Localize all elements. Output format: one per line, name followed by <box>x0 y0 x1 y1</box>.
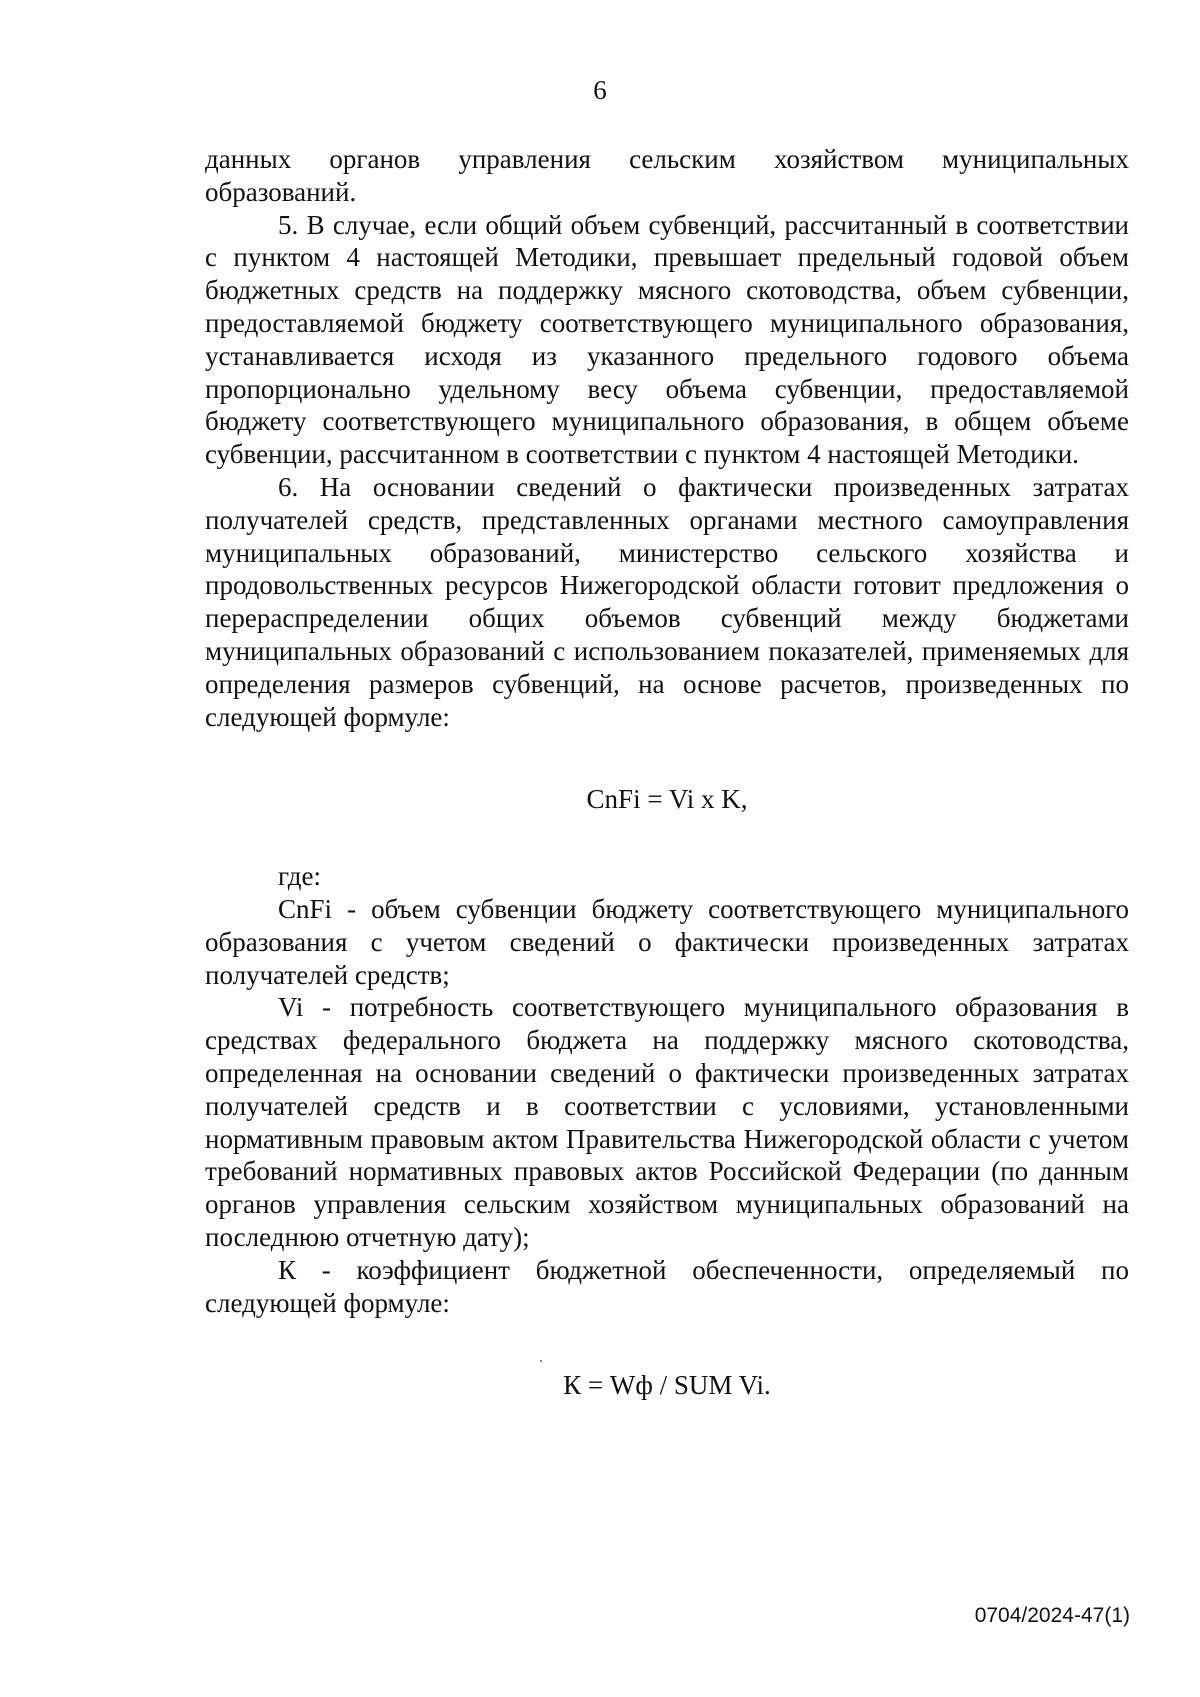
definition-cnfi: CnFi - объем субвенции бюджету соответствующего муниципального образования с учетом сведений о фактически произведенных затратах получателей средств; <box>205 893 1129 990</box>
scan-speck <box>540 1360 542 1362</box>
where-label: где: <box>278 861 321 892</box>
paragraph-item-5: 5. В случае, если общий объем субвенций, рассчитанный в соответствии с пунктом 4 настоящей Методики, превышает предельный годовой объем бюджетных средств на поддержку мясного скотоводства, объем субвенции, предоставляемой бюджету соответствующего муниципального образования, устанавливается исходя из указанного предельного годового объема пропорционально удельному весу объема субвенции, предоставляемой бюджету соответствующего муниципального образования, в общем объеме субвенции, рассчитанном в соответствии с пунктом 4 настоящей Методики. <box>205 209 1129 470</box>
definition-k: К - коэффициент бюджетной обеспеченности, определяемый по следующей формуле: <box>205 1254 1129 1318</box>
formula-k: К = Wф / SUM Vi. <box>563 1370 771 1401</box>
paragraph-continuation: данных органов управления сельским хозяйством муниципальных образований. <box>205 144 1129 207</box>
definition-vi: Vi - потребность соответствующего муниципального образования в средствах федерального бюджета на поддержку мясного скотоводства, определенная на основании сведений о фактически произведенных затратах получателей средств и в соответствии с условиями, установленными нормативным правовым актом Правительства Нижегородской области с учетом требований нормативных правовых актов Российской Федерации (по данным органов управления сельским хозяйством муниципальных образований на последнюю отчетную дату); <box>205 992 1129 1252</box>
formula-cnfi: CnFi = Vi x K, <box>586 784 748 815</box>
page-number: 6 <box>593 75 607 105</box>
paragraph-item-6: 6. На основании сведений о фактически произведенных затратах получателей средств, представленных органами местного самоуправления муниципальных образований, министерство сельского хозяйства и продовольственных ресурсов Нижегородской области готовит предложения о перераспределении общих объемов субвенций между бюджетами муниципальных образований с использованием показателей, применяемых для определения размеров субвенций, на основе расчетов, произведенных по следующей формуле: <box>205 471 1129 732</box>
document-body <box>205 143 1129 1402</box>
document-number: 0704/2024-47(1) <box>974 1604 1130 1627</box>
